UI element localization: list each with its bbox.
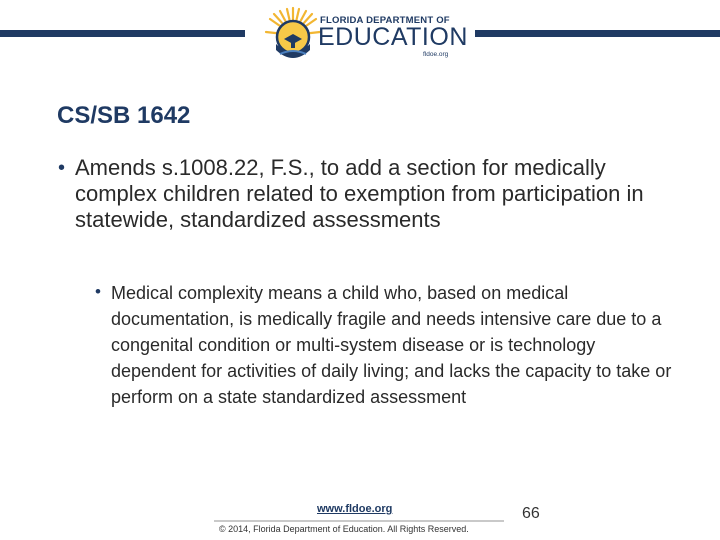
footer-copyright: © 2014, Florida Department of Education. All Rights Reserved. <box>219 524 469 534</box>
footer-divider <box>214 520 504 522</box>
page-number: 66 <box>522 505 540 522</box>
slide-title: CS/SB 1642 <box>57 102 191 129</box>
bullet-main <box>58 155 658 233</box>
bullet-sub <box>93 280 673 410</box>
logo-website: fldoe.org <box>423 51 449 58</box>
fldoe-logo[interactable] <box>262 4 468 66</box>
bullet-sub-text: Medical complexity means a child who, based on medical documentation, is medically fragile and needs intensive care due to a congenital condition or multi-system disease or is technology dependent for activities of daily living; and lacks the capacity to take or perform on a state standardized assessment <box>111 283 672 407</box>
header-rule-left <box>0 30 245 37</box>
sun-seal-icon <box>262 4 324 66</box>
bullet-main-text: Amends s.1008.22, F.S., to add a section for medically complex children related to exemption from participation in statewide, standardized assessments <box>75 155 644 232</box>
logo-org-name: FLORIDA DEPARTMENT OF <box>320 15 450 26</box>
logo-wordmark: EDUCATION <box>318 23 468 51</box>
header-rule-right <box>475 30 720 37</box>
footer-website-link[interactable]: www.fldoe.org <box>317 503 393 515</box>
bullet-dot-icon: • <box>95 282 101 301</box>
bullet-dot-icon: • <box>58 157 66 179</box>
